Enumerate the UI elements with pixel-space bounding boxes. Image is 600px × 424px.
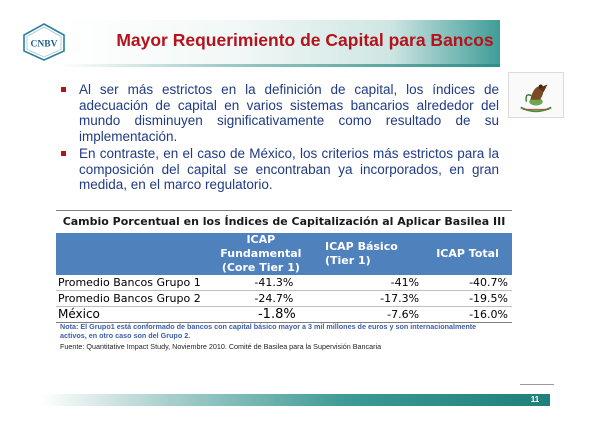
table-note: Nota: El Grupo1 está conformado de bancos con capital básico mayor a 3 mil millones de euros y son internacionalmente activos, en otro caso son del Grupo 2. (60, 322, 477, 340)
row-label: México (56, 306, 205, 322)
capital-ratio-table (56, 233, 512, 323)
col-header-line2: (Tier 1) (325, 254, 371, 267)
col-header-line1: ICAP Básico (325, 240, 398, 253)
col-header-icap-fundamental (205, 233, 317, 275)
col-header-line1: ICAP Fundamental (220, 233, 302, 260)
page-title: Mayor Requerimiento de Capital para Bancos (116, 30, 494, 50)
cell-total: -16.0% (423, 306, 512, 322)
cell-core-tier1: -1.8% (205, 306, 317, 322)
page-number: 11 (530, 395, 540, 404)
table-top-rule (56, 210, 512, 211)
bullet-marker (61, 151, 66, 156)
table-row (56, 275, 512, 291)
table-title: Cambio Porcentual en los Índices de Capitalización al Aplicar Basilea III (62, 215, 506, 228)
table-row (56, 291, 512, 307)
col-header-line2: (Core Tier 1) (221, 261, 300, 274)
logo-text: CNBV (30, 39, 58, 50)
table-row (56, 306, 512, 322)
row-label: Promedio Bancos Grupo 1 (56, 275, 205, 291)
mexico-coat-of-arms (508, 72, 564, 118)
cell-tier1: -7.6% (317, 306, 423, 322)
cell-total: -40.7% (423, 275, 512, 291)
footer-bar (40, 394, 550, 406)
bullet-marker (61, 87, 66, 92)
bullet-text-2: En contraste, en el caso de México, los criterios más estrictos para la composición del capital se encontraban ya incorporados, en gran medida, en el marco regulatorio. (79, 146, 499, 192)
col-header-icap-total (423, 233, 512, 275)
cell-total: -19.5% (423, 291, 512, 307)
cell-core-tier1: -24.7% (205, 291, 317, 307)
source-citation: Fuente: Quantitative Impact Study, Noviembre 2010. Comité de Basilea para la Supervisión Bancaria (60, 342, 382, 351)
header-underline (60, 64, 500, 67)
cnbv-logo (20, 22, 68, 62)
bullet-point-1 (63, 82, 499, 144)
cell-tier1: -41% (317, 275, 423, 291)
table-header-empty (56, 233, 205, 275)
cell-tier1: -17.3% (317, 291, 423, 307)
table-header-row (56, 233, 512, 275)
bullet-text-1: Al ser más estrictos en la definición de capital, los índices de adecuación de capital en varios sistemas bancarios alrededor del mundo disminuyen significativamente como resultado de su implementación. (79, 82, 499, 144)
cell-core-tier1: -41.3% (205, 275, 317, 291)
col-header-icap-basico (317, 233, 423, 275)
row-label: Promedio Bancos Grupo 2 (56, 291, 205, 307)
col-header-line1: ICAP Total (436, 247, 499, 260)
bullet-point-2 (63, 146, 499, 193)
footer-rule (520, 384, 554, 385)
